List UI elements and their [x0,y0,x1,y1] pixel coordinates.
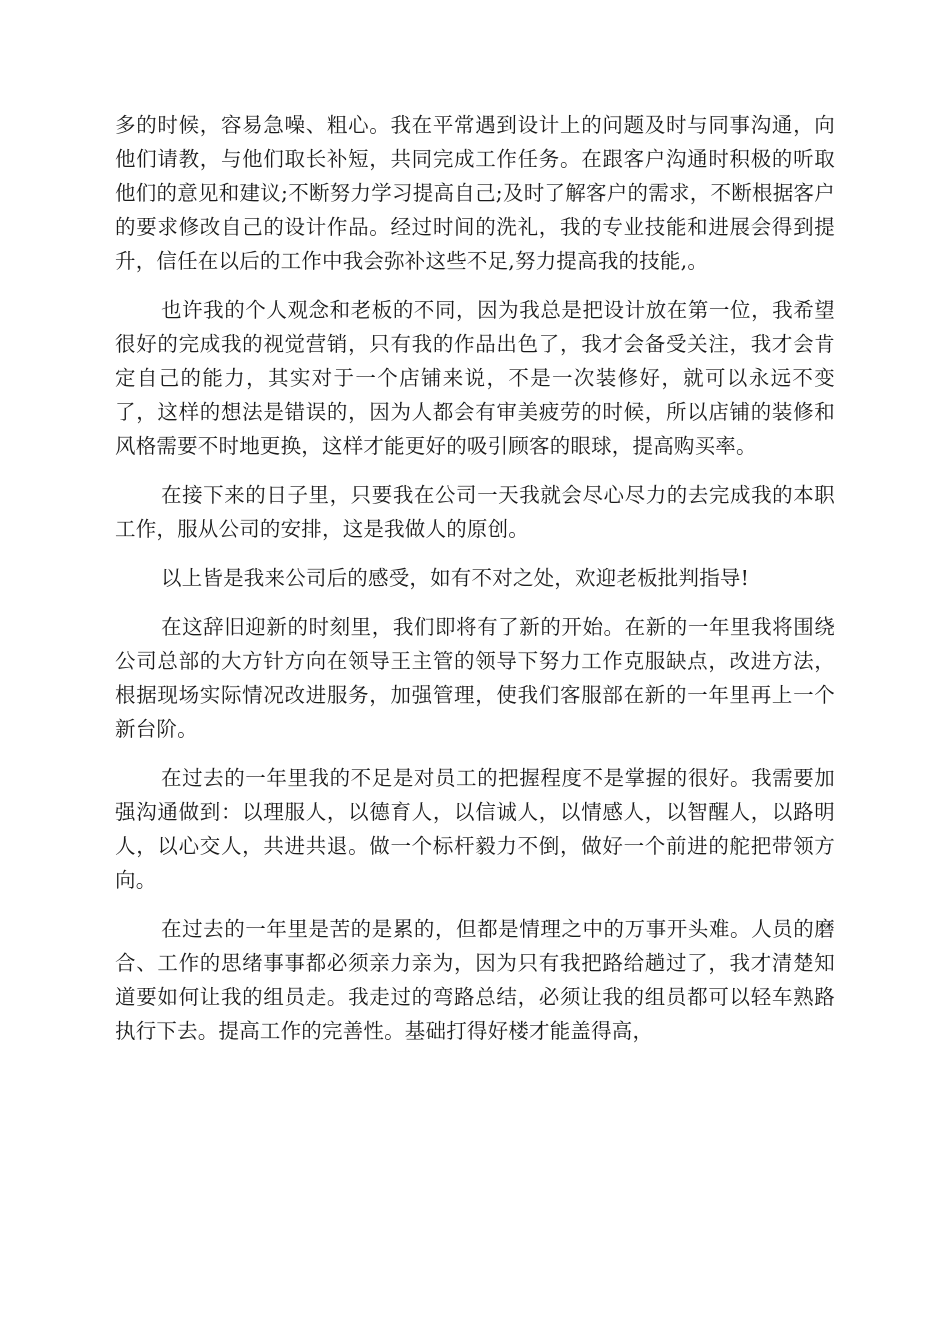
paragraph-2: 也许我的个人观念和老板的不同，因为我总是把设计放在第一位，我希望很好的完成我的视觉营销，只有我的作品出色了，我才会备受关注，我才会肯定自己的能力，其实对于一个店铺来说，不是一次装修好，就可以永远不变了，这样的想法是错误的，因为人都会有审美疲劳的时候，所以店铺的装修和风格需要不时地更换，这样才能更好的吸引顾客的眼球，提高购买率。 [115,298,835,458]
paragraph-1: 多的时候，容易急噪、粗心。我在平常遇到设计上的问题及时与同事沟通，向他们请教，与他们取长补短，共同完成工作任务。在跟客户沟通时积极的听取他们的意见和建议;不断努力学习提高自己;及时了解客户的需求，不断根据客户的要求修改自己的设计作品。经过时间的洗礼，我的专业技能和进展会得到提升，信任在以后的工作中我会弥补这些不足,努力提高我的技能,。 [115,113,835,273]
paragraph-7: 在过去的一年里是苦的是累的，但都是情理之中的万事开头难。人员的磨合、工作的思绪事事都必须亲力亲为，因为只有我把路给趟过了，我才清楚知道要如何让我的组员走。我走过的弯路总结，必须让我的组员都可以轻车熟路执行下去。提高工作的完善性。基础打得好楼才能盖得高， [115,917,835,1043]
paragraph-5: 在这辞旧迎新的时刻里，我们即将有了新的开始。在新的一年里我将围绕公司总部的大方针方向在领导王主管的领导下努力工作克服缺点，改进方法，根据现场实际情况改进服务，加强管理，使我们客服部在新的一年里再上一个新台阶。 [115,615,835,741]
paragraph-3: 在接下来的日子里，只要我在公司一天我就会尽心尽力的去完成我的本职工作，服从公司的安排，这是我做人的原创。 [115,483,835,541]
document-body [115,108,835,1063]
paragraph-4: 以上皆是我来公司后的感受，如有不对之处，欢迎老板批判指导! [161,566,750,590]
paragraph-6: 在过去的一年里我的不足是对员工的把握程度不是掌握的很好。我需要加强沟通做到：以理服人，以德育人，以信诚人，以情感人，以智醒人，以路明人，以心交人，共进共退。做一个标杆毅力不倒，做好一个前进的舵把带领方向。 [115,766,835,892]
